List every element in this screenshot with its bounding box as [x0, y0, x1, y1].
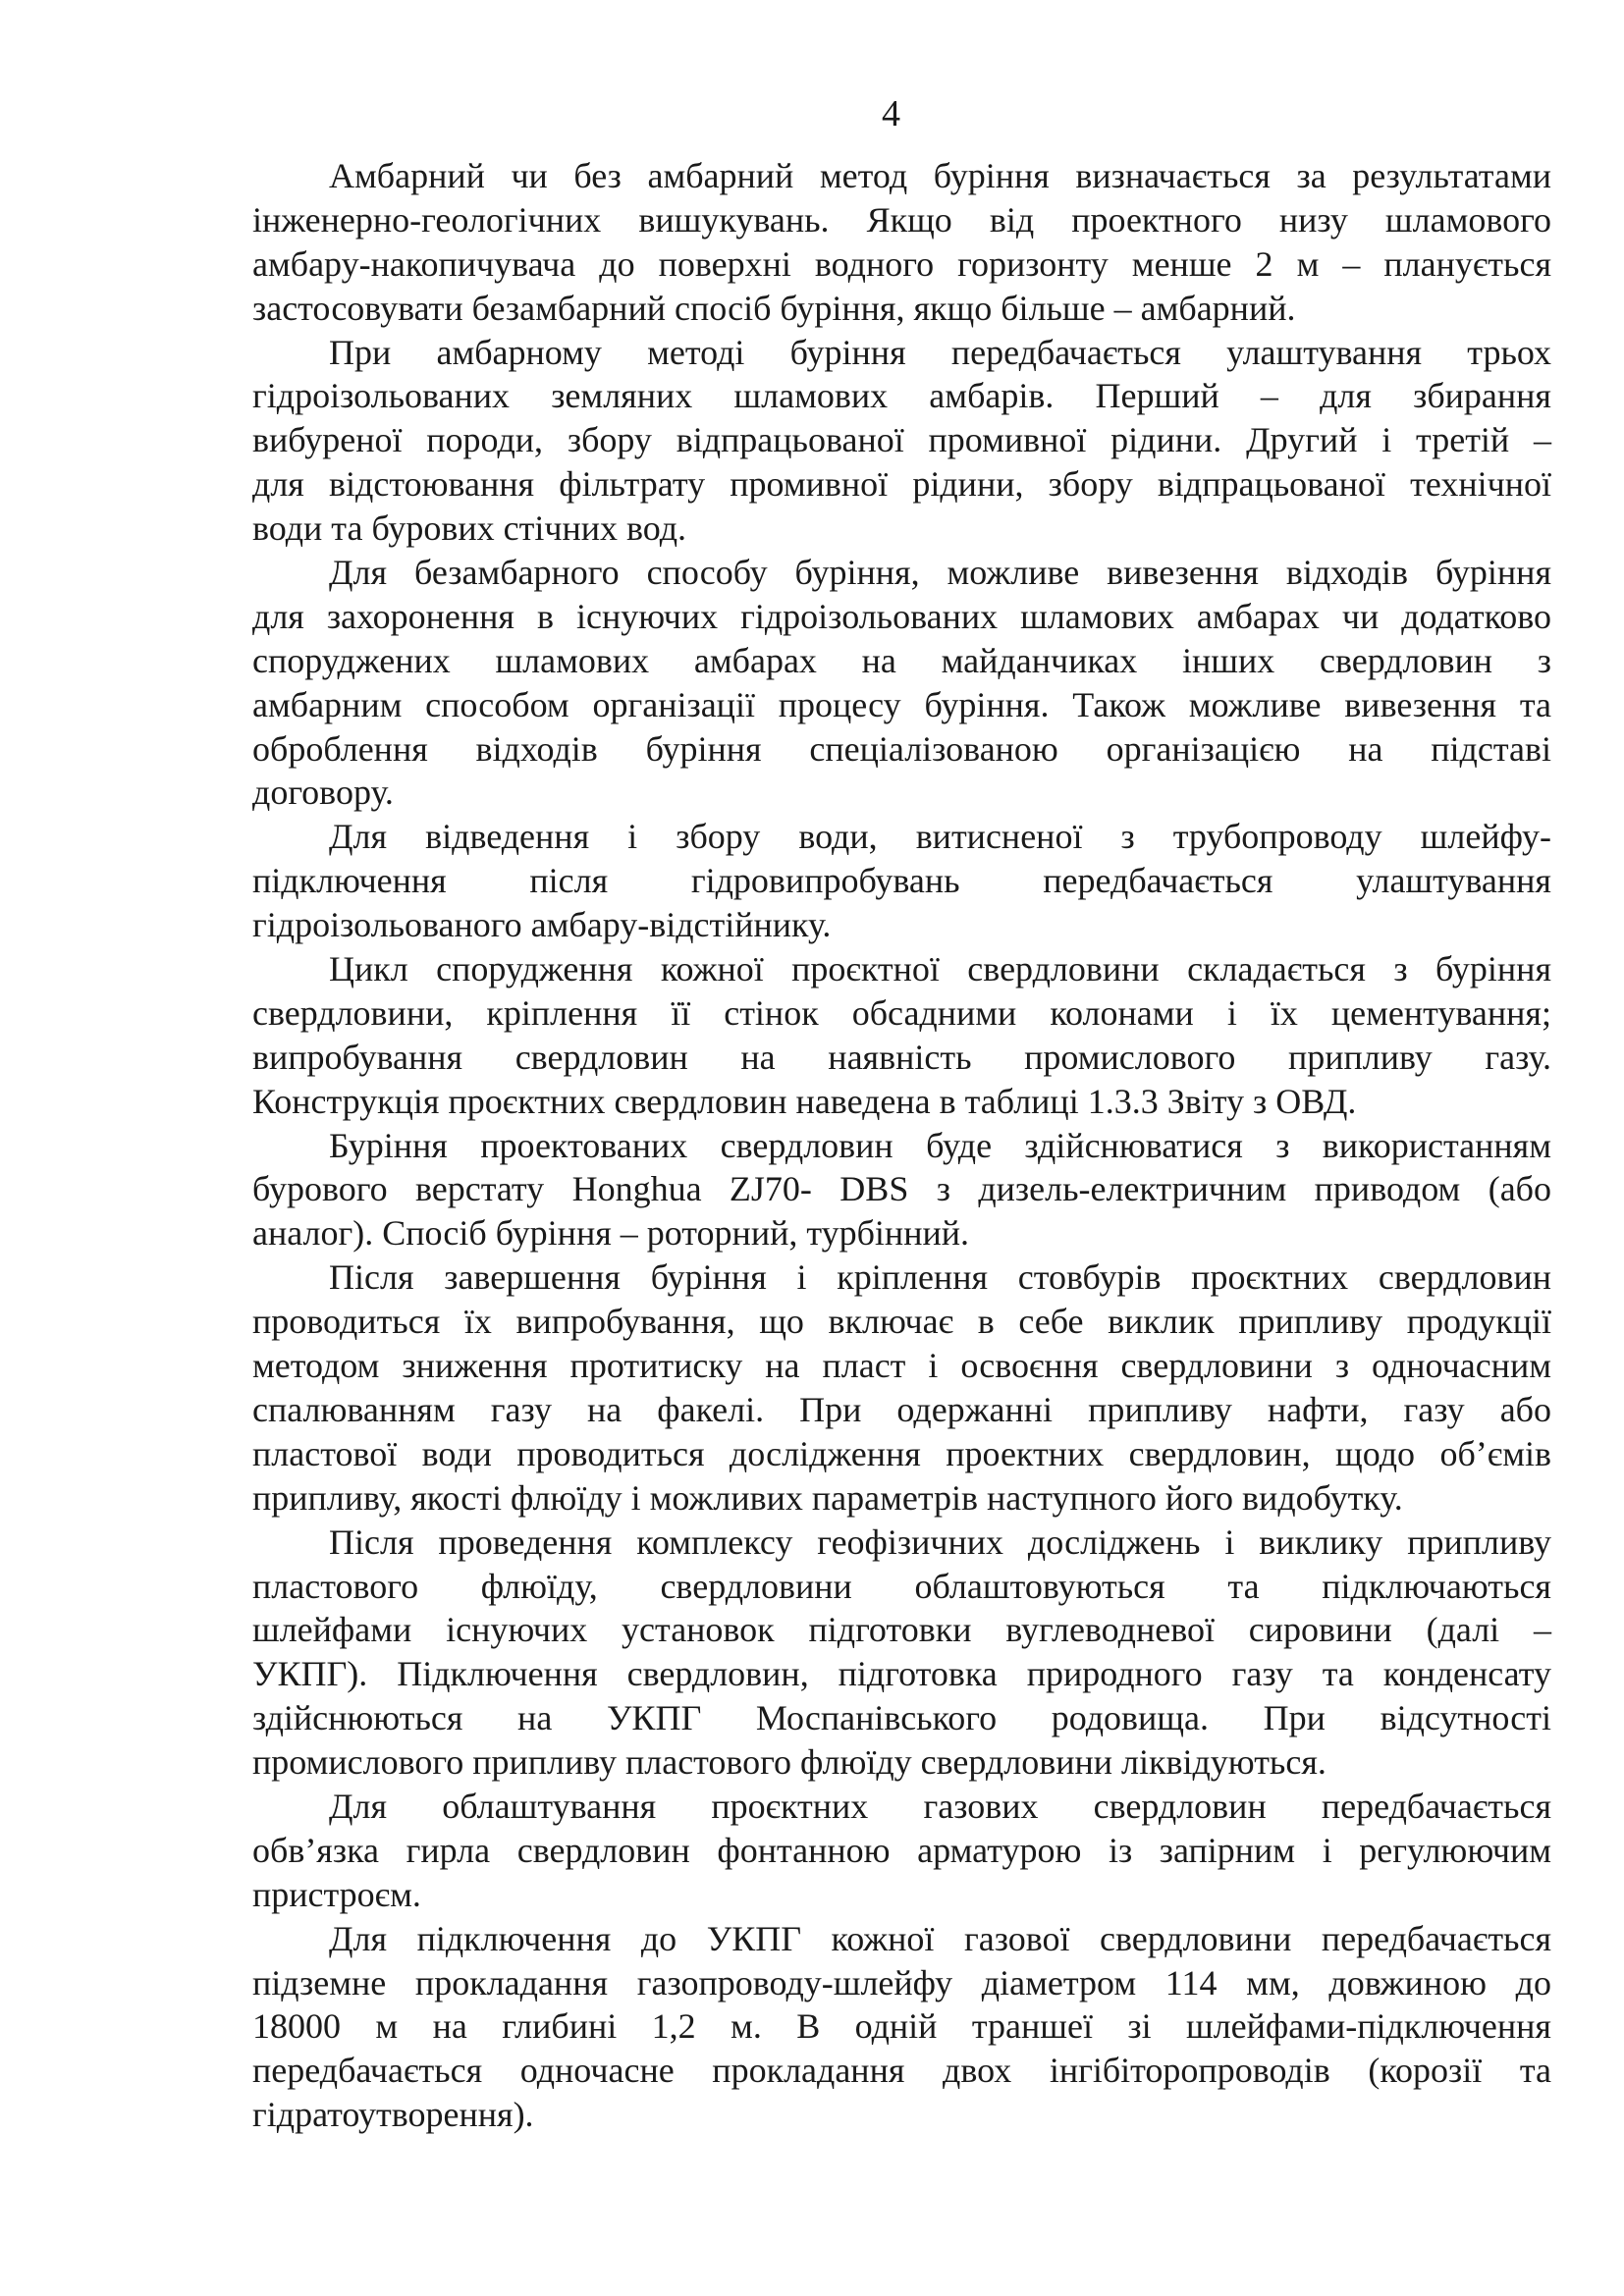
text-line: води та бурових стічних вод. — [252, 508, 687, 549]
paragraph — [252, 154, 1551, 331]
document-body — [252, 154, 1551, 2137]
text-line: Цикл спорудження кожної проєктної свердловини складається з буріння — [329, 949, 1551, 989]
text-line: гідроізольованих земляних шламових амбарів. Перший – для збирання — [252, 376, 1551, 416]
text-line: здійснюються на УКПГ Моспанівського родовища. При відсутності — [252, 1698, 1551, 1738]
text-line: оброблення відходів буріння спеціалізованою організацією на підставі — [252, 728, 1551, 769]
text-line: При амбарному методі буріння передбачається улаштування трьох — [329, 332, 1551, 372]
text-line: спалюванням газу на факелі. При одержанні припливу нафти, газу або — [252, 1389, 1551, 1429]
text-line: промислового припливу пластового флюїду свердловини ліквідуються. — [252, 1742, 1326, 1783]
paragraph — [252, 1521, 1551, 1785]
text-line: договору. — [252, 773, 394, 813]
text-line: гідроізольованого амбару-відстійнику. — [252, 905, 832, 945]
text-line: для відстоювання фільтрату промивної рідини, збору відпрацьованої технічної — [252, 464, 1551, 505]
paragraph — [252, 551, 1551, 815]
text-line: підземне прокладання газопроводу-шлейфу діаметром 114 мм, довжиною до — [252, 1962, 1551, 2002]
text-line: Для безамбарного способу буріння, можливе вивезення відходів буріння — [329, 553, 1551, 593]
text-line: методом зниження протитиску на пласт і освоєння свердловини з одночасним — [252, 1346, 1551, 1386]
text-line: застосовувати безамбарний спосіб буріння, якщо більше – амбарний. — [252, 288, 1296, 328]
text-line: пластового флюїду, свердловини облаштовуються та підключаються — [252, 1566, 1551, 1606]
text-line: Для відведення і збору води, витисненої з трубопроводу шлейфу- — [329, 817, 1551, 857]
text-line: 18000 м на глибині 1,2 м. В одній траншеї зі шлейфами-підключення — [252, 2006, 1551, 2047]
text-line: гідратоутворення). — [252, 2095, 534, 2135]
text-line: Після завершення буріння і кріплення стовбурів проєктних свердловин — [329, 1257, 1551, 1298]
text-line: Для облаштування проєктних газових свердловин передбачається — [329, 1786, 1551, 1826]
text-line: УКПГ). Підключення свердловин, підготовка природного газу та конденсату — [252, 1654, 1551, 1694]
text-line: вибуреної породи, збору відпрацьованої промивної рідини. Другий і третій – — [252, 420, 1551, 460]
page-number: 4 — [882, 93, 900, 134]
text-line: Для підключення до УКПГ кожної газової свердловини передбачається — [329, 1918, 1551, 1958]
paragraph — [252, 1124, 1551, 1256]
text-line: інженерно-геологічних вишукувань. Якщо від проектного низу шламового — [252, 199, 1551, 240]
text-line: свердловини, кріплення її стінок обсадними колонами і їх цементування; — [252, 992, 1551, 1033]
text-line: бурового верстату Honghua ZJ70- DBS з дизель-електричним приводом (або — [252, 1169, 1551, 1209]
text-line: споруджених шламових амбарах на майданчиках інших свердловин з — [252, 640, 1551, 680]
paragraph — [252, 815, 1551, 947]
text-line: проводиться їх випробування, що включає в себе виклик припливу продукції — [252, 1302, 1551, 1342]
text-line: випробування свердловин на наявність промислового припливу газу. — [252, 1037, 1551, 1077]
text-line: для захоронення в існуючих гідроізольованих шламових амбарах чи додатково — [252, 596, 1551, 636]
text-line: припливу, якості флюїду і можливих параметрів наступного його видобутку. — [252, 1477, 1403, 1518]
text-line: Амбарний чи без амбарний метод буріння визначається за результатами — [329, 156, 1551, 195]
paragraph — [252, 331, 1551, 551]
text-line: аналог). Спосіб буріння – роторний, турбінний. — [252, 1213, 969, 1254]
text-line: пристроєм. — [252, 1874, 421, 1914]
paragraph — [252, 947, 1551, 1124]
paragraph — [252, 1917, 1551, 2137]
paragraph — [252, 1785, 1551, 1917]
text-line: пластової води проводиться дослідження проектних свердловин, щодо об’ємів — [252, 1433, 1551, 1473]
text-line: Після проведення комплексу геофізичних досліджень і виклику припливу — [329, 1522, 1551, 1562]
text-line: шлейфами існуючих установок підготовки вуглеводневої сировини (далі – — [252, 1610, 1551, 1650]
text-line: обв’язка гирла свердловин фонтанною арматурою із запірним і регулюючим — [252, 1830, 1551, 1870]
text-line: підключення після гідровипробувань передбачається улаштування — [252, 861, 1551, 901]
paragraph — [252, 1255, 1551, 1520]
text-line: передбачається одночасне прокладання двох інгібіторопроводів (корозії та — [252, 2051, 1551, 2091]
text-line: Конструкція проєктних свердловин наведена в таблиці 1.3.3 Звіту з ОВД. — [252, 1081, 1357, 1121]
text-line: амбарним способом організації процесу буріння. Також можливе вивезення та — [252, 684, 1551, 724]
text-line: амбару-накопичувача до поверхні водного горизонту менше 2 м – планується — [252, 243, 1551, 284]
text-line: Буріння проектованих свердловин буде здійснюватися з використанням — [329, 1125, 1551, 1165]
